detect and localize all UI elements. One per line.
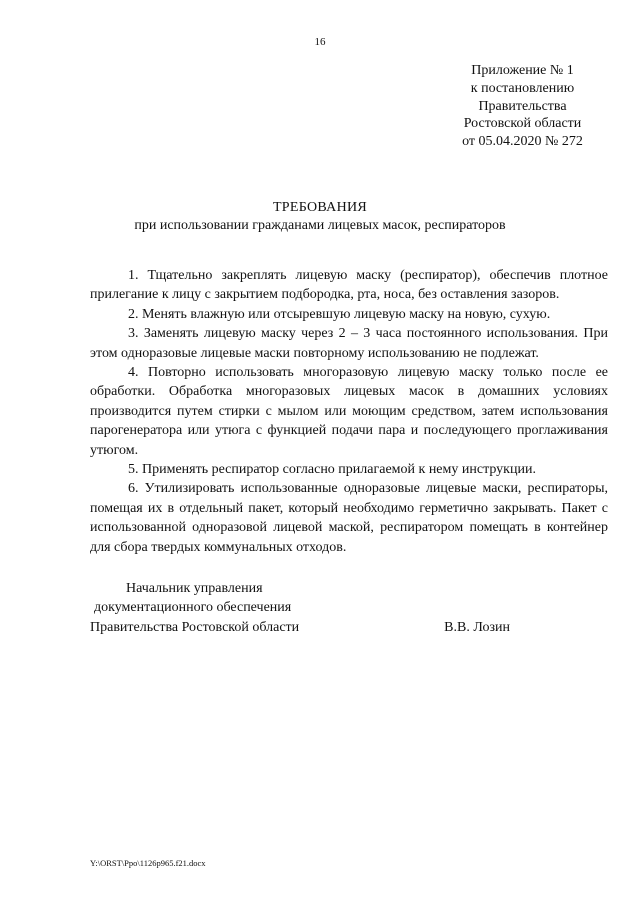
- document-title: ТРЕБОВАНИЯ: [272, 200, 368, 215]
- requirements-list: [90, 266, 608, 557]
- signatory-name: В.В. Лозин: [444, 619, 510, 635]
- signatory-position-line: Правительства Ростовской области: [90, 619, 300, 635]
- document-subtitle: при использовании гражданами лицевых масок, респираторов: [134, 218, 506, 233]
- requirement-item: 2. Менять влажную или отсыревшую лицевую маску на новую, сухую.: [128, 306, 551, 322]
- requirement-item: 1. Тщательно закреплять лицевую маску (респиратор), обеспечив плотное прилегание к лицу с закрытием подбородка, рта, носа, без оставления зазоров.: [90, 268, 608, 303]
- signatory-row: [90, 618, 510, 637]
- requirement-item: 4. Повторно использовать многоразовую лицевую маску только после ее обработки. Обработка многоразовых лицевых масок в домашних условиях производится путем стирки с мылом или моющим средством, затем использования парогенератора или утюга с функцией подачи пара и последующего проглаживания утюгом.: [90, 365, 608, 458]
- page-number: 16: [314, 36, 326, 48]
- appendix-line: Правительства: [478, 98, 567, 114]
- file-path-footer: Y:\ORST\Ppo\1126p965.f21.docx: [90, 858, 206, 868]
- appendix-line: от 05.04.2020 № 272: [462, 134, 583, 150]
- appendix-line: Ростовской области: [463, 116, 582, 132]
- requirement-item: 5. Применять респиратор согласно прилагаемой к нему инструкции.: [128, 462, 536, 478]
- appendix-line: к постановлению: [470, 80, 575, 96]
- requirement-item: 6. Утилизировать использованные одноразовые лицевые маски, респираторы, помещая их в отдельный пакет, который необходимо герметично закрывать. Пакет с использованной одноразовой лицевой маской, респиратором помещать в контейнер для сбора твердых коммунальных отходов.: [90, 481, 608, 555]
- appendix-block: [400, 62, 640, 151]
- signatory-position-line: Начальник управления: [126, 581, 263, 596]
- requirement-item: 3. Заменять лицевую маску через 2 – 3 часа постоянного использования. При этом одноразовые лицевые маски повторному использованию не подлежат.: [90, 326, 608, 361]
- signatory-position-line: документационного обеспечения: [94, 600, 292, 616]
- signature-block: [90, 579, 510, 637]
- appendix-line: Приложение № 1: [471, 63, 574, 78]
